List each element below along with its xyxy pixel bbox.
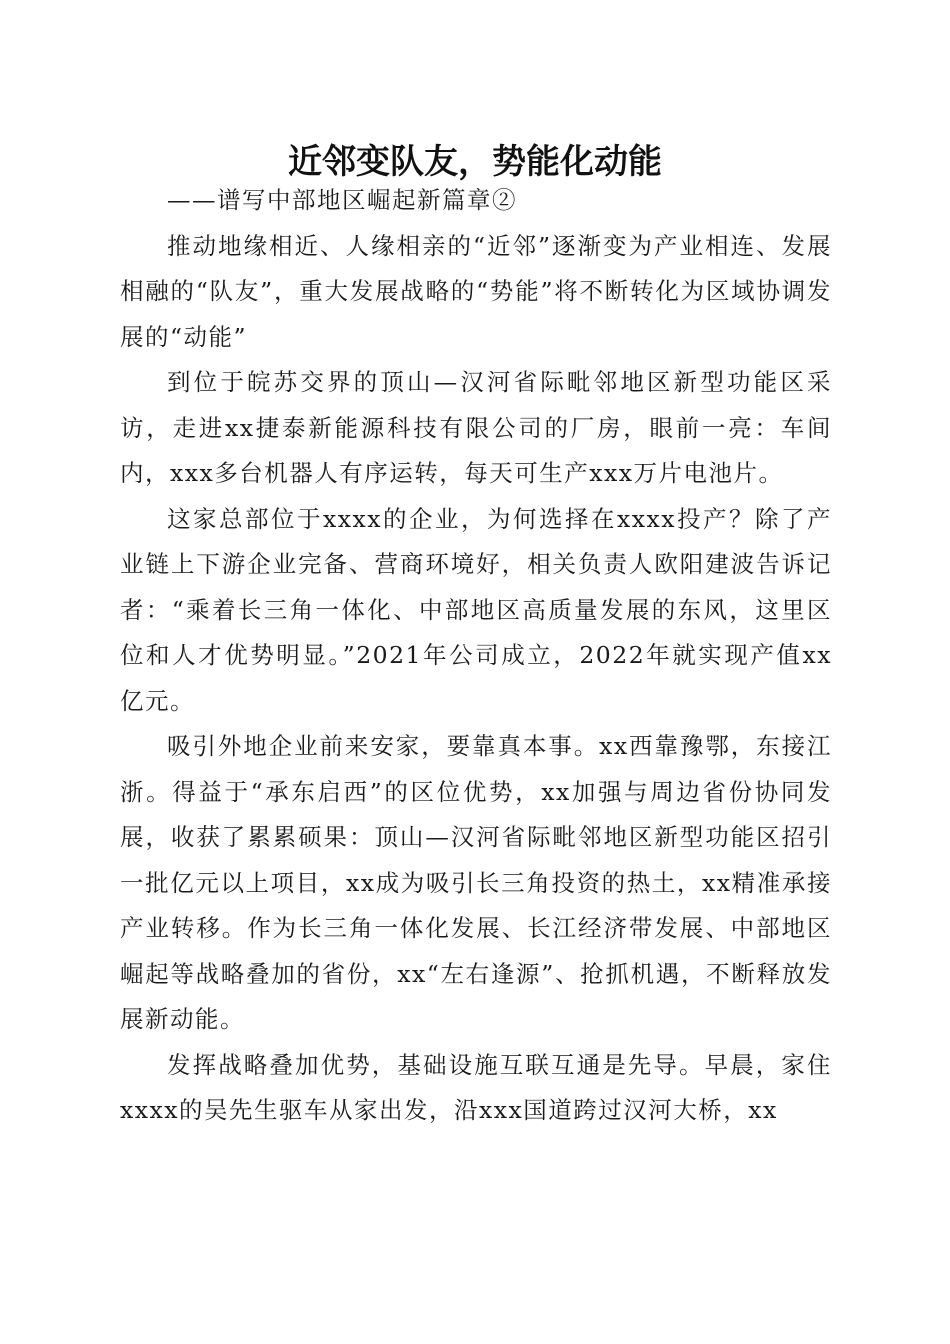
paragraph-4: 吸引外地企业前来安家，要靠真本事。xx西靠豫鄂，东接江浙。得益于“承东启西”的区位优势，xx加强与周边省份协同发展，收获了累累硕果：顶山—汉河省际毗邻地区新型功能区招引一批亿元以上项目，xx成为吸引长三角投资的热土，xx精准承接产业转移。作为长三角一体化发展、长江经济带发展、中部地区崛起等战略叠加的省份，xx“左右逢源”、抢抓机遇，不断释放发展新动能。 [120, 732, 832, 1033]
document-subtitle: ——谱写中部地区崛起新篇章② [167, 186, 517, 214]
document-body [120, 178, 832, 1134]
paragraph-2: 到位于皖苏交界的顶山—汉河省际毗邻地区新型功能区采访，走进xx捷泰新能源科技有限公司的厂房，眼前一亮：车间内，xxx多台机器人有序运转，每天可生产xxx万片电池片。 [120, 368, 832, 487]
paragraph-3: 这家总部位于xxxx的企业，为何选择在xxxx投产？除了产业链上下游企业完备、营商环境好，相关负责人欧阳建波告诉记者：“乘着长三角一体化、中部地区高质量发展的东风，这里区位和人才优势明显。”2021年公司成立，2022年就实现产值xx亿元。 [120, 504, 832, 715]
document-title: 近邻变队友，势能化动能 [288, 142, 662, 182]
paragraph-1: 推动地缘相近、人缘相亲的“近邻”逐渐变为产业相连、发展相融的“队友”，重大发展战略的“势能”将不断转化为区域协调发展的“动能” [120, 231, 832, 351]
paragraph-5: 发挥战略叠加优势，基础设施互联互通是先导。早晨，家住xxxx的吴先生驱车从家出发，沿xxx国道跨过汉河大桥，xx [120, 1050, 832, 1124]
